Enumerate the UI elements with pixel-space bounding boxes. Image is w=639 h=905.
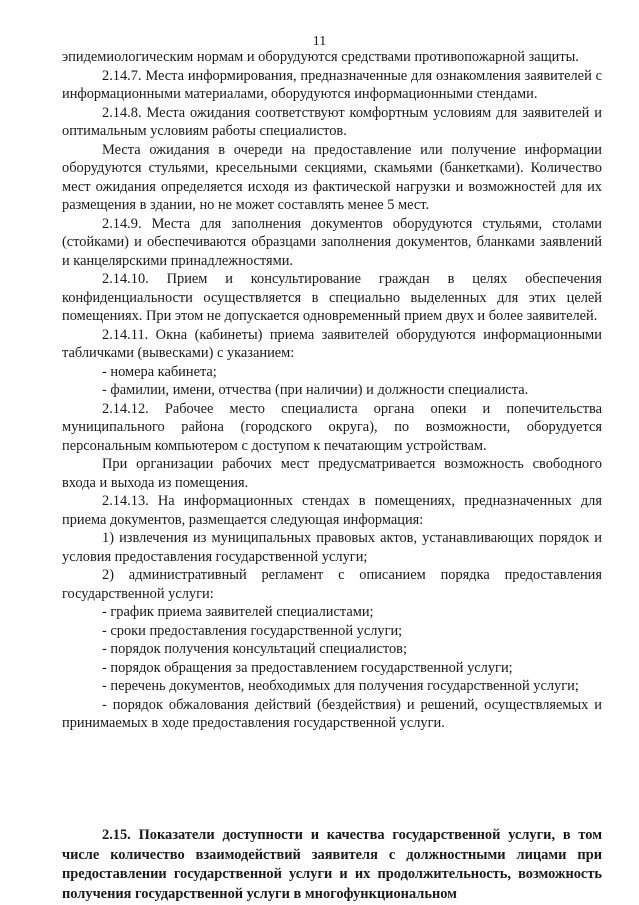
page-number: 11 [312, 34, 327, 49]
list-item: - сроки предоставления государственной услуги; [102, 622, 403, 639]
list-item: - номера кабинета; [102, 363, 217, 380]
section-heading: 2.15. Показатели доступности и качества государственной услуги, в том числе количество взаимодействий заявителя с должностными лицами при предоставлении государственной услуги и их продолжительность, возможность получения государственной услуги в многофункциональном [62, 827, 602, 902]
paragraph: 1) извлечения из муниципальных правовых актов, устанавливающих порядок и условия предоставления государственной услуги; [62, 530, 602, 565]
list-item: - порядок обжалования действий (бездействия) и решений, осуществляемых и принимаемых в ходе предоставления государственной услуги. [62, 696, 602, 731]
paragraph: 2) административный регламент с описанием порядка предоставления государственной услуги: [62, 567, 602, 602]
paragraph: Места ожидания в очереди на предоставление или получение информации оборудуются стульями, кресельными секциями, скамьями (банкетками). Количество мест ожидания определяется исходя из фактической нагрузки и возможностей для их размещения в здании, но не может составлять менее 5 мест. [62, 141, 602, 213]
paragraph: 2.14.7. Места информирования, предназначенные для ознакомления заявителей с информационными материалами, оборудуются информационными стендами. [62, 67, 602, 102]
paragraph: 2.14.8. Места ожидания соответствуют комфортным условиям для заявителей и оптимальным условиям работы специалистов. [62, 104, 602, 139]
paragraph: 2.14.12. Рабочее место специалиста органа опеки и попечительства муниципального района (городского округа), по возможности, оборудуется персональным компьютером с доступом к печатающим устройствам. [62, 400, 602, 454]
document-body [62, 48, 602, 733]
paragraph: 2.14.11. Окна (кабинеты) приема заявителей оборудуются информационными табличками (вывесками) с указанием: [62, 326, 602, 361]
list-item: - график приема заявителей специалистами; [102, 604, 374, 620]
list-item: - перечень документов, необходимых для получения государственной услуги; [102, 678, 579, 694]
list-item: - порядок обращения за предоставлением государственной услуги; [102, 659, 513, 676]
paragraph: При организации рабочих мест предусматривается возможность свободного входа и выхода из помещения. [62, 456, 602, 491]
list-item: - фамилии, имени, отчества (при наличии) и должности специалиста. [102, 382, 529, 398]
paragraph: 2.14.13. На информационных стендах в помещениях, предназначенных для приема документов, размещается следующая информация: [62, 493, 602, 528]
paragraph: 2.14.9. Места для заполнения документов оборудуются стульями, столами (стойками) и обеспечиваются образцами заполнения документов, бланками заявлений и канцелярскими принадлежностями. [62, 215, 602, 269]
list-item: - порядок получения консультаций специалистов; [102, 641, 407, 657]
paragraph: эпидемиологическим нормам и оборудуются средствами противопожарной защиты. [62, 49, 579, 65]
paragraph: 2.14.10. Прием и консультирование граждан в целях обеспечения конфиденциальности осуществляется в специально выделенных для этих целей помещениях. При этом не допускается одновременный прием двух и более заявителей. [62, 271, 602, 324]
